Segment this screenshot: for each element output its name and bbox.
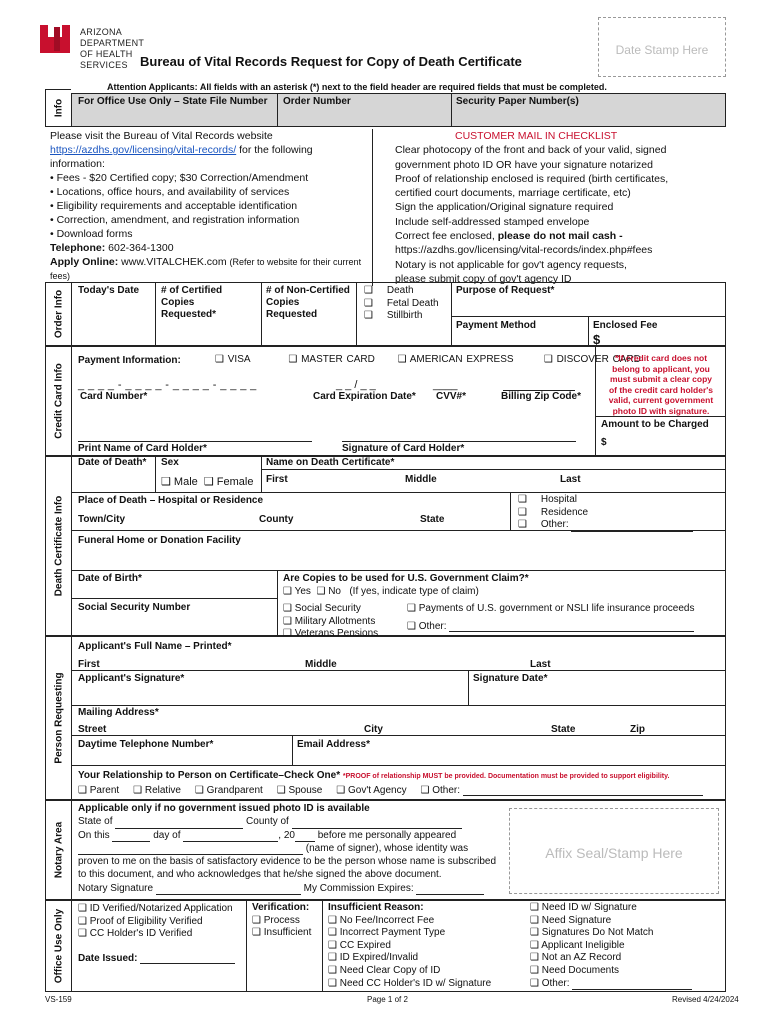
agency-name-line2: OF HEALTH SERVICES (80, 49, 133, 70)
card-number-input[interactable]: _ _ _ _ - _ _ _ _ - _ _ _ _ - _ _ _ _ (78, 379, 257, 391)
agency-name-line1: ARIZONA DEPARTMENT (80, 27, 145, 48)
billing-zip-label: Billing Zip Code* (501, 391, 581, 402)
card-expiration-input[interactable]: _ _ / _ _ (336, 379, 376, 391)
cvv-label: CVV#* (436, 391, 467, 402)
purpose-field[interactable]: Purpose of Request* (456, 285, 555, 296)
date-of-birth-field[interactable]: Date of Birth* (78, 573, 142, 584)
insufficient-reasons-right[interactable]: ❑ Need ID w/ Signature ❑ Need Signature ❑ Signatures Do Not Match ❑ Applicant Ineligible ❑ Not an AZ Record ❑ Need Documents ❑ Other: (530, 902, 692, 990)
bullet-item: • Download forms (50, 228, 133, 240)
side-label-order-info: Order Info (45, 282, 71, 346)
bullet-item: • Locations, office hours, and availability of services (50, 186, 290, 198)
date-issued-field[interactable]: Date Issued: (78, 953, 235, 964)
card-number-label: Card Number* (80, 391, 148, 402)
certified-copies-field[interactable]: # of Certified Copies Requested* (161, 285, 223, 320)
daytime-phone-field[interactable]: Daytime Telephone Number* (78, 739, 214, 750)
side-label-credit-card: Credit Card Info (45, 346, 71, 456)
decedent-middle-name[interactable]: Middle (405, 474, 437, 485)
email-field[interactable]: Email Address* (297, 739, 370, 750)
amount-charged-field[interactable]: Amount to be Charged (601, 419, 709, 430)
page-number: Page 1 of 2 (367, 995, 408, 1004)
claim-type-options[interactable]: ❑ Social Security ❑ Military Allotments ❑ Veterans Pensions (283, 603, 379, 639)
decedent-last-name[interactable]: Last (560, 474, 581, 485)
mailing-address-label: Mailing Address* (78, 707, 159, 718)
attention-note: Attention Applicants: All fields with an asterisk (*) next to the field header are required fields that must be completed. (107, 82, 607, 92)
agency-logo (40, 25, 180, 70)
credit-card-owner-note: *If credit card does not belong to applicant, you must submit a clear copy of the credit card holder's valid, current government photo ID with signature. (608, 353, 714, 416)
revised-date: Revised 4/24/2024 (672, 995, 739, 1004)
applicant-last-name[interactable]: Last (530, 659, 551, 670)
applicant-first-name[interactable]: First (78, 659, 100, 670)
print-name-card-holder[interactable]: Print Name of Card Holder* (78, 443, 207, 454)
side-label-person-requesting: Person Requesting (45, 636, 71, 800)
claim-other-option[interactable]: ❑ Other: (407, 621, 694, 632)
side-label-info: Info (45, 89, 71, 127)
decedent-first-name[interactable]: First (266, 474, 288, 485)
notary-seal-box: Affix Seal/Stamp Here (509, 808, 719, 894)
telephone-number: 602-364-1300 (108, 242, 174, 254)
claim-payments-option[interactable]: ❑ Payments of U.S. government or NSLI life insurance proceeds (407, 603, 695, 614)
non-certified-copies-field[interactable]: # of Non-Certified Copies Requested (266, 285, 350, 320)
funeral-home-field[interactable]: Funeral Home or Donation Facility (78, 535, 241, 546)
date-stamp-box: Date Stamp Here (598, 17, 726, 77)
bullet-item: • Eligibility requirements and acceptable identification (50, 200, 298, 212)
applicant-name-label: Applicant's Full Name – Printed* (78, 641, 232, 652)
death-town-field[interactable]: Town/City (78, 514, 126, 525)
place-type-options[interactable]: ❑ Hospital ❑ Residence ❑ Other: (518, 494, 693, 532)
certificate-type-options[interactable]: ❑ Death ❑ Fetal Death ❑ Stillbirth (364, 285, 439, 321)
payment-info-label: Payment Information: (78, 355, 181, 366)
death-state-field[interactable]: State (420, 514, 445, 525)
relationship-label: Your Relationship to Person on Certificate–Check One* *PROOF of relationship MUST be provided. Documentation must be provided to support eligibility. (78, 770, 670, 781)
order-number-field[interactable]: Order Number (283, 96, 351, 107)
sex-options[interactable]: ❑ Male ❑ Female (161, 476, 254, 488)
street-field[interactable]: Street (78, 724, 107, 735)
enclosed-fee-dollar: $ (593, 332, 601, 347)
gov-claim-question: Are Copies to be used for U.S. Government Claim?* (283, 573, 529, 584)
bullet-item: • Correction, amendment, and registration information (50, 214, 300, 226)
page-title: Bureau of Vital Records Request for Copy of Death Certificate (140, 54, 522, 69)
enclosed-fee-field[interactable]: Enclosed Fee (593, 320, 658, 331)
signature-card-holder[interactable]: Signature of Card Holder* (342, 443, 465, 454)
card-expiration-label: Card Expiration Date* (313, 391, 416, 402)
form-number: VS-159 (45, 995, 72, 1004)
verification-options[interactable]: Verification: ❑ Process ❑ Insufficient (252, 902, 312, 938)
state-field[interactable]: State (551, 724, 576, 735)
mail-checklist: CUSTOMER MAIL IN CHECKLIST Clear photocopy of the front and back of your valid, signed government photo ID OR have your signature notarized Proof of relationship enclosed is required (birth certificates, certified court documents, marriage certificate, etc) Sign the application/Original signature required Include self-addressed stamped envelope Correct fee enclosed, please do not mail cash - https://azdhs.gov/licensing/vital-records/index.php#fees Notary is not applicable for gov't agency requests, please submit copy of gov't agency ID (372, 129, 726, 286)
gov-claim-options[interactable]: ❑ Yes ❑ No (If yes, indicate type of claim) (283, 586, 479, 597)
card-type-options[interactable]: ❑ VISA ❑ MASTER CARD ❑ AMERICAN EXPRESS ❑ DISCOVER CARD (215, 354, 641, 365)
death-county-field[interactable]: County (259, 514, 294, 525)
todays-date-field[interactable]: Today's Date (78, 285, 140, 296)
place-of-death-label: Place of Death – Hospital or Residence (78, 495, 264, 506)
zip-field[interactable]: Zip (630, 724, 645, 735)
insufficient-reasons[interactable]: Insufficient Reason: ❑ No Fee/Incorrect Fee ❑ Incorrect Payment Type ❑ CC Expired ❑ ID Expired/Invalid ❑ Need Clear Copy of ID ❑ Need CC Holder's ID w/ Signature (328, 902, 492, 989)
bullet-item: • Fees - $20 Certified copy; $30 Correction/Amendment (50, 172, 309, 184)
info-block: Please visit the Bureau of Vital Records website https://azdhs.gov/licensing/vital-records/ for the following information: • Fees - $20 Certified copy; $30 Correction/Amendment • Locations, office hours, and availability of services • Eligibility requirements and acceptable identification • Correction, amendment, and registration information • Download forms Telephone: 602-364-1300 Apply Online: www.VITALCHEK.com (Refer to website for their current fees) (50, 129, 370, 283)
side-label-office-use: Office Use Only (45, 900, 71, 992)
applicant-signature-field[interactable]: Applicant's Signature* (78, 673, 185, 684)
name-on-certificate-label: Name on Death Certificate* (266, 457, 395, 468)
checklist-title: CUSTOMER MAIL IN CHECKLIST (455, 130, 618, 142)
vitalchek-link[interactable]: www.VITALCHEK.com (121, 256, 227, 268)
relationship-options[interactable]: ❑ Parent ❑ Relative ❑ Grandparent ❑ Spouse ❑ Gov't Agency ❑ Other: (78, 785, 703, 796)
arizona-logo-icon (40, 25, 76, 53)
sex-label: Sex (161, 457, 179, 468)
office-verification-left[interactable]: ❑ ID Verified/Notarized Application ❑ Proof of Eligibility Verified ❑ CC Holder's ID Verified (78, 903, 233, 939)
applicant-middle-name[interactable]: Middle (305, 659, 337, 670)
notary-block: Applicable only if no government issued photo ID is available State of County of On this day of , 20 before me personally appeared (name of signer), whose identity was proven to me on the basis of satisfactory evidence to be the person whose name is subscribed to this document, and who acknowledges that he/she signed the above document. Notary Signature My Commission Expires: (78, 803, 497, 894)
signature-date-field[interactable]: Signature Date* (473, 673, 548, 684)
city-field[interactable]: City (364, 724, 383, 735)
state-file-number-field[interactable]: For Office Use Only – State File Number (78, 96, 268, 107)
payment-method-field[interactable]: Payment Method (456, 320, 537, 331)
side-label-notary: Notary Area (45, 800, 71, 900)
ssn-field[interactable]: Social Security Number (78, 602, 191, 613)
date-of-death-field[interactable]: Date of Death* (78, 457, 147, 468)
amount-dollar: $ (601, 437, 607, 448)
security-paper-field[interactable]: Security Paper Number(s) (456, 96, 579, 107)
side-label-death-certificate: Death Certificate Info (45, 456, 71, 636)
vital-records-link[interactable]: https://azdhs.gov/licensing/vital-records/ (50, 144, 237, 156)
cvv-input[interactable]: ____ (433, 379, 458, 391)
